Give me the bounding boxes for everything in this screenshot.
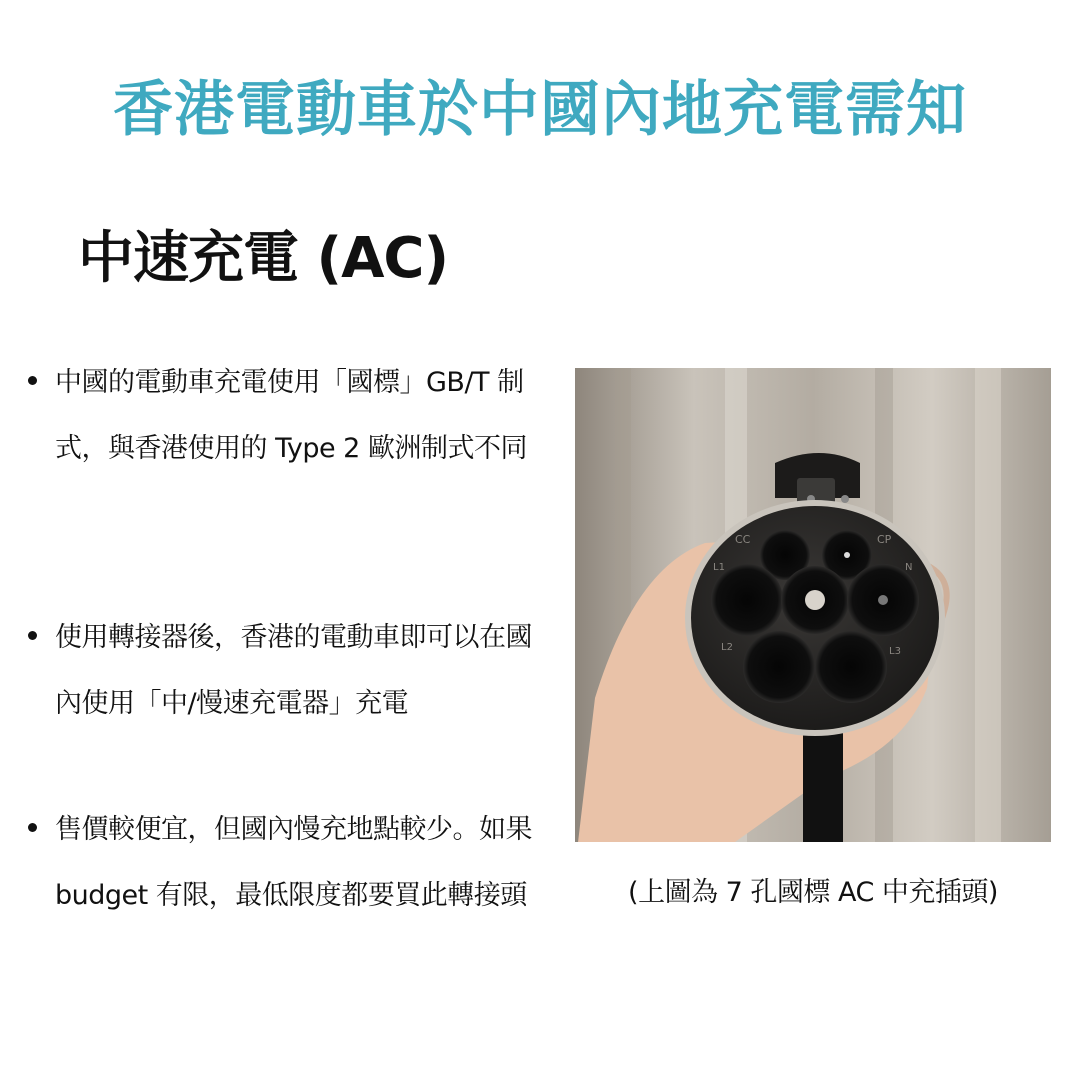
- plug-illustration: [575, 368, 1051, 842]
- bullet-text: 使用轉接器後，香港的電動車即可以在國內使用「中/慢速充電器」充電: [55, 622, 532, 719]
- bullet-dot: [28, 376, 37, 385]
- pin-label-l2: L2: [721, 642, 733, 653]
- page-title: 香港電動車於中國內地充電需知: [113, 75, 967, 145]
- bullet-item: [28, 605, 548, 737]
- pe-pin: [805, 590, 825, 610]
- pin-label-l1: L1: [713, 562, 725, 573]
- bullet-dot: [28, 631, 37, 640]
- bullet-text: 售價較便宜，但國內慢充地點較少。如果 budget 有限，最低限度都要買此轉接頭: [55, 814, 532, 911]
- gbt-plug-photo: [575, 368, 1051, 842]
- bullet-text: 中國的電動車充電使用「國標」GB/T 制式，與香港使用的 Type 2 歐洲制式不同: [55, 367, 527, 464]
- pin-label-cp: CP: [877, 533, 892, 546]
- pin-label-n: N: [905, 562, 913, 573]
- bullet-item: [28, 350, 548, 482]
- photo-caption: (上圖為 7 孔國標 AC 中充插頭): [628, 877, 998, 908]
- pin-label-cc: CC: [735, 533, 751, 546]
- bullet-dot: [28, 823, 37, 832]
- section-subtitle: 中速充電 (AC): [78, 226, 449, 291]
- pin-label-l3: L3: [889, 646, 901, 657]
- bullet-item: [28, 797, 548, 929]
